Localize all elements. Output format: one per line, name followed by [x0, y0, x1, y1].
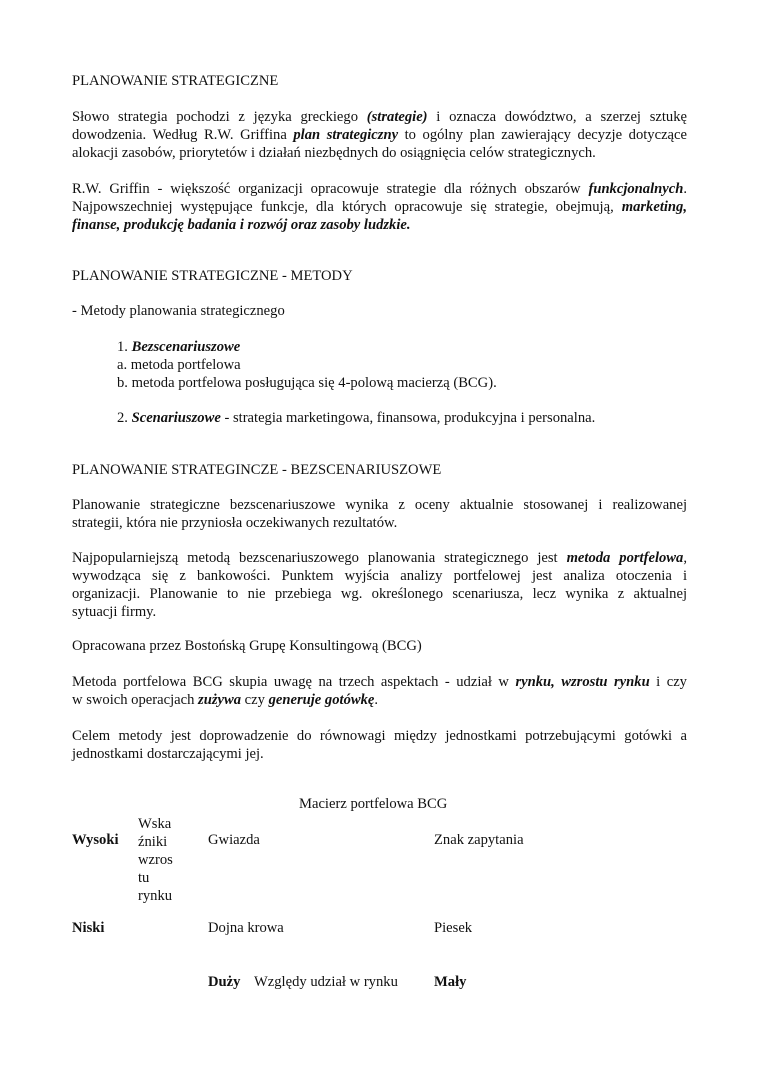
paragraph-bcg: Opracowana przez Bostońską Grupę Konsultingową (BCG) [72, 638, 422, 654]
emphasis-plan-strategiczny: plan strategiczny [293, 127, 399, 143]
paragraph-bezscenariuszowe [72, 496, 687, 532]
emphasis-generuje-gotowke: generuje gotówkę [268, 692, 375, 708]
y-axis-label-line: tu [138, 870, 150, 886]
emphasis-funkcjonalnych: funkcjonalnych [588, 181, 684, 197]
row-label-low: Niski [72, 920, 105, 936]
text-line: R.W. Griffin - większość organizacji opracowuje strategie dla różnych obszarów funkcjonalnych. [72, 181, 687, 197]
text-line: Celem metody jest doprowadzenie do równowagi między jednostkami potrzebującymi gotówki a [72, 728, 687, 744]
text-line: strategii, która nie przyniosła oczekiwanych rezultatów. [72, 515, 398, 531]
text-line: Najpopularniejszą metodą bezscenariuszowego planowania strategicznego jest metoda portfelowa, [72, 550, 687, 566]
section-heading: PLANOWANIE STRATEGICZNE - METODY [72, 268, 353, 284]
emphasis-rynku: rynku, wzrostu rynku [515, 674, 650, 690]
cell-question-mark: Znak zapytania [434, 832, 524, 848]
text-line: wywodząca się z bankowości. Punktem wyjścia analizy portfelowej jest analiza otoczenia i [72, 568, 687, 584]
y-axis-label-line: źniki [138, 834, 168, 850]
col-label-big: Duży [208, 974, 241, 990]
methods-intro: - Metody planowania strategicznego [72, 303, 285, 319]
cell-cash-cow: Dojna krowa [208, 920, 284, 936]
text-line: Słowo strategia pochodzi z języka greckiego (strategie) i oznacza dowództwo, a szerzej sztukę [72, 109, 688, 125]
text-line: alokacji zasobów, priorytetów i działań niezbędnych do osiągnięcia celów strategicznych. [72, 145, 596, 161]
x-axis-label: Względy udział w rynku [254, 974, 398, 990]
emphasis-strategie: (strategie) [366, 109, 428, 125]
paragraph-bcg-aspects [72, 673, 687, 709]
row-label-high: Wysoki [72, 832, 119, 848]
y-axis-label-line: wzros [138, 852, 173, 868]
paragraph-cel-metody [72, 727, 687, 763]
text-line: organizacji. Planowanie to nie przebiega wg. określonego scenariusza, lecz wynika z aktualnej [72, 586, 687, 602]
sub-item: b. metoda portfelowa posługująca się 4-polową macierzą (BCG). [117, 375, 497, 391]
emphasis-marketing: marketing, [621, 199, 687, 215]
list-item-bezscenariuszowe: 1. Bezscenariuszowe a. metoda portfelowa b. metoda portfelowa posługująca się 4-polową macierzą (BCG). [117, 338, 732, 392]
sub-item: a. metoda portfelowa [117, 357, 241, 373]
matrix-title: Macierz portfelowa BCG [299, 796, 448, 812]
emphasis-zuzywa: zużywa [198, 692, 242, 708]
section-heading: PLANOWANIE STRATEGICZNE [72, 73, 279, 89]
list-item-scenariuszowe: 2. Scenariuszowe - strategia marketingowa, finansowa, produkcyjna i personalna. [117, 410, 596, 426]
emphasis-bezscenariuszowe: Bezscenariuszowe [131, 339, 241, 355]
paragraph-griffin [72, 180, 687, 234]
col-label-small: Mały [434, 974, 467, 990]
section-heading: PLANOWANIE STRATEGINCZE - BEZSCENARIUSZOWE [72, 462, 442, 478]
emphasis-metoda-portfelowa: metoda portfelowa [566, 550, 684, 566]
text-line: Metoda portfelowa BCG skupia uwagę na trzech aspektach - udział w rynku, wzrostu rynku i czy [72, 674, 687, 690]
y-axis-label-line: Wska [138, 816, 172, 832]
text-line: w swoich operacjach zużywa czy generuje gotówkę. [72, 692, 379, 708]
text-line: jednostkami dostarczającymi jej. [72, 746, 264, 762]
emphasis-functions-list: finanse, produkcję badania i rozwój oraz zasoby ludzkie. [72, 217, 411, 233]
y-axis-label-line: rynku [138, 888, 173, 904]
text-line: sytuacji firmy. [72, 604, 157, 620]
text-line: Najpowszechniej występujące funkcje, dla których opracowuje się strategie, obejmują, marketing, [72, 199, 687, 215]
paragraph-strategy-origin [72, 108, 687, 162]
cell-dog: Piesek [434, 920, 473, 936]
paragraph-metoda-portfelowa [72, 549, 687, 621]
text-line: Planowanie strategiczne bezscenariuszowe wynika z oceny aktualnie stosowanej i realizowanej [72, 497, 687, 513]
cell-star: Gwiazda [208, 832, 260, 848]
text-line: dowodzenia. Według R.W. Griffina plan strategiczny to ogólny plan zawierający decyzje dotyczące [72, 127, 687, 143]
emphasis-scenariuszowe: Scenariuszowe [131, 410, 221, 426]
